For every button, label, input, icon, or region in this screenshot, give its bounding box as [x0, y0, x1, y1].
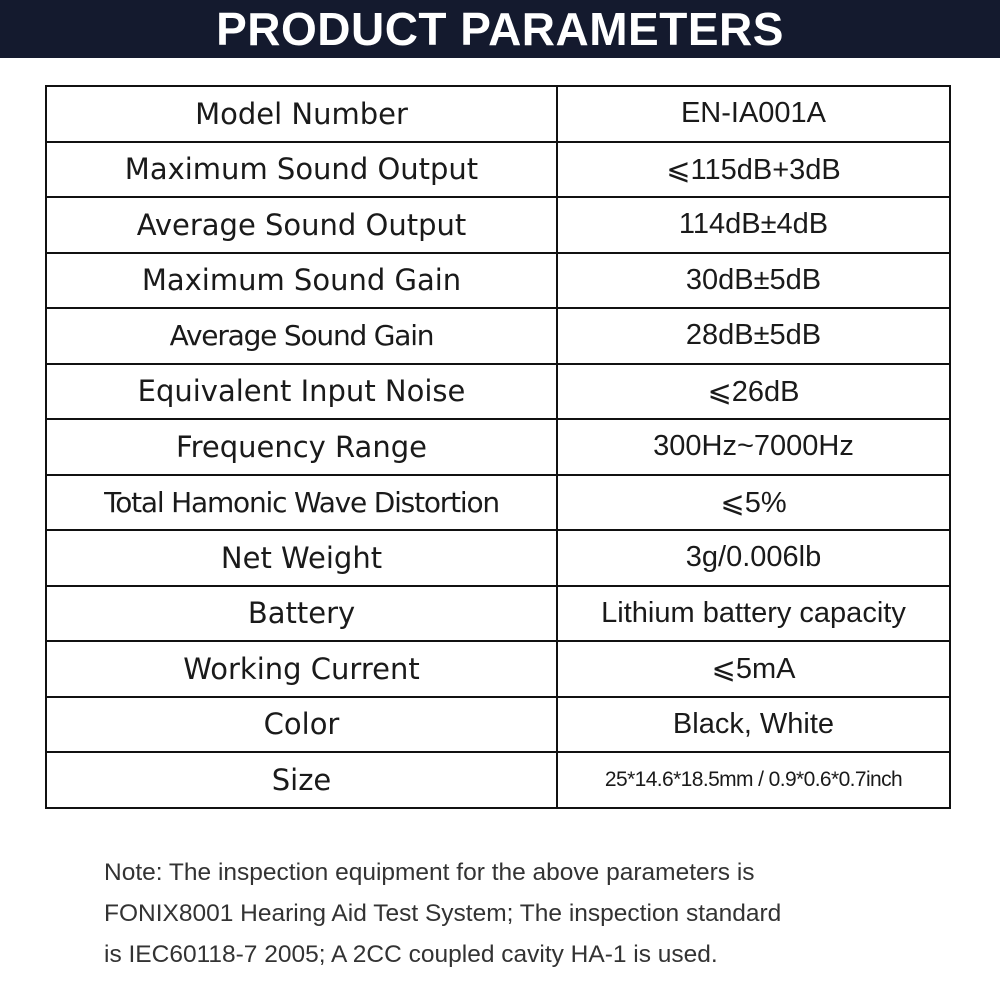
note-line: FONIX8001 Hearing Aid Test System; The inspection standard [104, 900, 782, 927]
param-value: ⩽115dB+3dB [557, 142, 950, 198]
table-row [46, 86, 950, 142]
param-label: Size [46, 752, 557, 808]
param-label: Frequency Range [46, 419, 557, 475]
param-label: Net Weight [46, 530, 557, 586]
table-row [46, 475, 950, 531]
param-label: Battery [46, 586, 557, 642]
table-row [46, 308, 950, 364]
table-row [46, 697, 950, 753]
param-value: 25*14.6*18.5mm / 0.9*0.6*0.7inch [557, 752, 950, 808]
param-value: ⩽5mA [557, 641, 950, 697]
table-row [46, 253, 950, 309]
param-value: EN-IA001A [557, 86, 950, 142]
table-row [46, 752, 950, 808]
table-row [46, 586, 950, 642]
param-label: Maximum Sound Output [46, 142, 557, 198]
parameters-table [45, 85, 951, 809]
param-value: Lithium battery capacity [557, 586, 950, 642]
page-title: PRODUCT PARAMETERS [216, 3, 784, 55]
param-label: Equivalent Input Noise [46, 364, 557, 420]
note-line: is IEC60118-7 2005; A 2CC coupled cavity HA-1 is used. [104, 941, 718, 968]
param-label: Total Hamonic Wave Distortion [46, 475, 557, 531]
param-value: ⩽5% [557, 475, 950, 531]
param-value: 28dB±5dB [557, 308, 950, 364]
param-label: Color [46, 697, 557, 753]
table-row [46, 641, 950, 697]
param-value: 114dB±4dB [557, 197, 950, 253]
table-row [46, 530, 950, 586]
param-label: Model Number [46, 86, 557, 142]
param-value: ⩽26dB [557, 364, 950, 420]
param-label: Average Sound Output [46, 197, 557, 253]
param-label: Average Sound Gain [46, 308, 557, 364]
note-line: Note: The inspection equipment for the above parameters is [104, 859, 755, 886]
param-value: 30dB±5dB [557, 253, 950, 309]
param-label: Working Current [46, 641, 557, 697]
table-row [46, 142, 950, 198]
param-value: 3g/0.006lb [557, 530, 950, 586]
table-row [46, 419, 950, 475]
inspection-note [104, 852, 944, 975]
param-value: 300Hz~7000Hz [557, 419, 950, 475]
table-row [46, 364, 950, 420]
header-banner [0, 0, 1000, 58]
param-label: Maximum Sound Gain [46, 253, 557, 309]
param-value: Black, White [557, 697, 950, 753]
table-row [46, 197, 950, 253]
